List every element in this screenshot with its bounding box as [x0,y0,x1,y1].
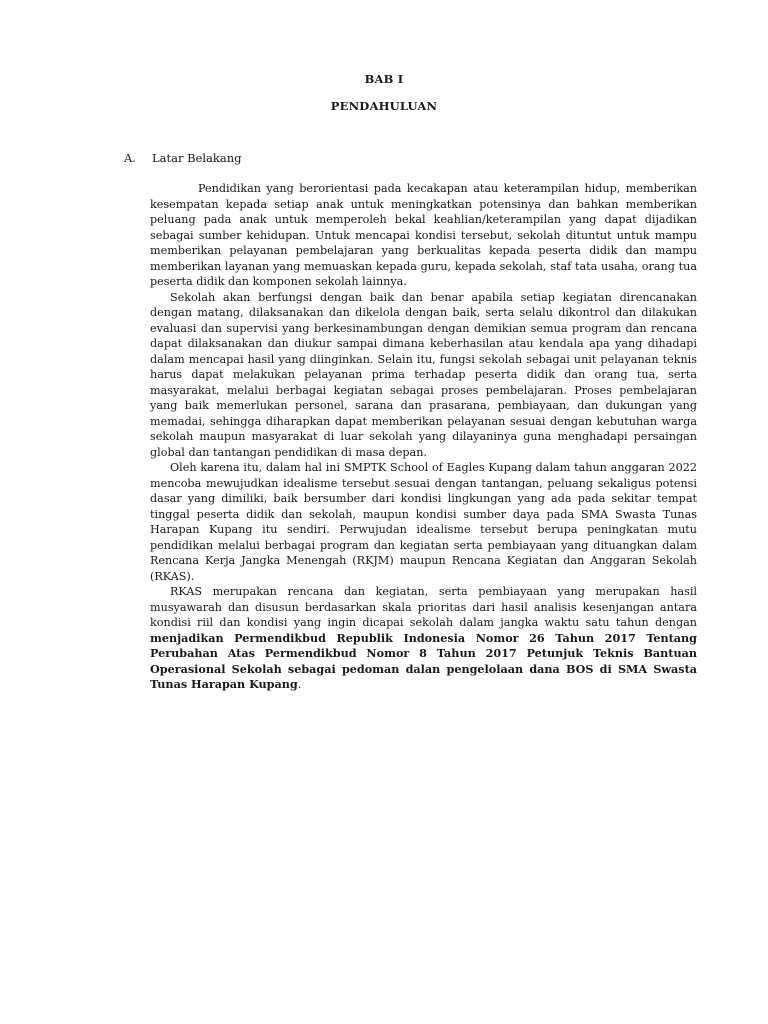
paragraph-1: Pendidikan yang berorientasi pada kecakapan atau keterampilan hidup, memberikan kesempatan kepada setiap anak untuk meningkatkan potensinya dan bahkan memberikan peluang pada anak untuk memperoleh bekal keahlian/keterampilan yang dapat dijadikan sebagai sumber kehidupan. Untuk mencapai kondisi tersebut, sekolah dituntut untuk mampu memberikan pelayanan pembelajaran yang berkualitas kepada peserta didik dan mampu memberikan layanan yang memuaskan kepada guru, kepada sekolah, staf tata usaha, orang tua peserta didik dan komponen sekolah lainnya. [150,182,697,288]
body-text [150,181,697,693]
section-title: Latar Belakang [152,151,242,165]
paragraph-2: Sekolah akan berfungsi dengan baik dan benar apabila setiap kegiatan direncanakan dengan matang, dilaksanakan dan dikelola dengan baik, serta selalu dikontrol dan dilakukan evaluasi dan supervisi yang berkesinambungan dengan demikian semua program dan rencana dapat dilaksanakan dan diukur sampai dimana keberhasilan atau kendala apa yang dihadapi dalam mencapai hasil yang diinginkan. Selain itu, fungsi sekolah sebagai unit pelayanan teknis harus dapat melakukan pelayanan prima terhadap peserta didik dan orang tua, serta masyarakat, melalui berbagai kegiatan sebagai proses pembelajaran. Proses pembelajaran yang baik memerlukan personel, sarana dan prasarana, pembiayaan, dan dukungan yang memadai, sehingga diharapkan dapat memberikan pelayanan sesuai dengan kebutuhan warga sekolah maupun masyarakat di luar sekolah yang dilayaninya guna menghadapi persaingan global dan tantangan pendidikan di masa depan. [150,290,697,459]
section-number: A. [124,151,136,165]
paragraph-3: Oleh karena itu, dalam hal ini SMPTK School of Eagles Kupang dalam tahun anggaran 2022 mencoba mewujudkan idealisme tersebut sesuai dengan tantangan, peluang sekaligus potensi dasar yang dimiliki, baik bersumber dari kondisi lingkungan yang ada pada sekitar tempat tinggal peserta didik dan sekolah, maupun kondisi sumber daya pada SMA Swasta Tunas Harapan Kupang itu sendiri. Perwujudan idealisme tersebut berupa peningkatan mutu pendidikan melalui berbagai program dan kegiatan serta pembiayaan yang dituangkan dalam Rencana Kerja Jangka Menengah (RKJM) maupun Rencana Kegiatan dan Anggaran Sekolah (RKAS). [150,461,697,583]
chapter-number: BAB I [364,72,404,86]
paragraph-4-bold-text: menjadikan Permendikbud Republik Indonesia Nomor 26 Tahun 2017 Tentang Perubahan Atas Permendikbud Nomor 8 Tahun 2017 Petunjuk Teknis Bantuan Operasional Sekolah sebagai pedoman dalan pengelolaan dana BOS di SMA Swasta Tunas Harapan Kupang [150,630,697,691]
paragraph-4-end: . [297,678,302,691]
paragraph-4-text: RKAS merupakan rencana dan kegiatan, serta pembiayaan yang merupakan hasil musyawarah dan disusun berdasarkan skala prioritas dari hasil analisis kesenjangan antara kondisi riil dan kondisi yang ingin dicapai sekolah dalam jangka waktu satu tahun dengan [150,585,697,629]
paragraph-4 [150,584,697,693]
chapter-title: PENDAHULUAN [330,99,438,113]
section-heading [124,151,242,165]
